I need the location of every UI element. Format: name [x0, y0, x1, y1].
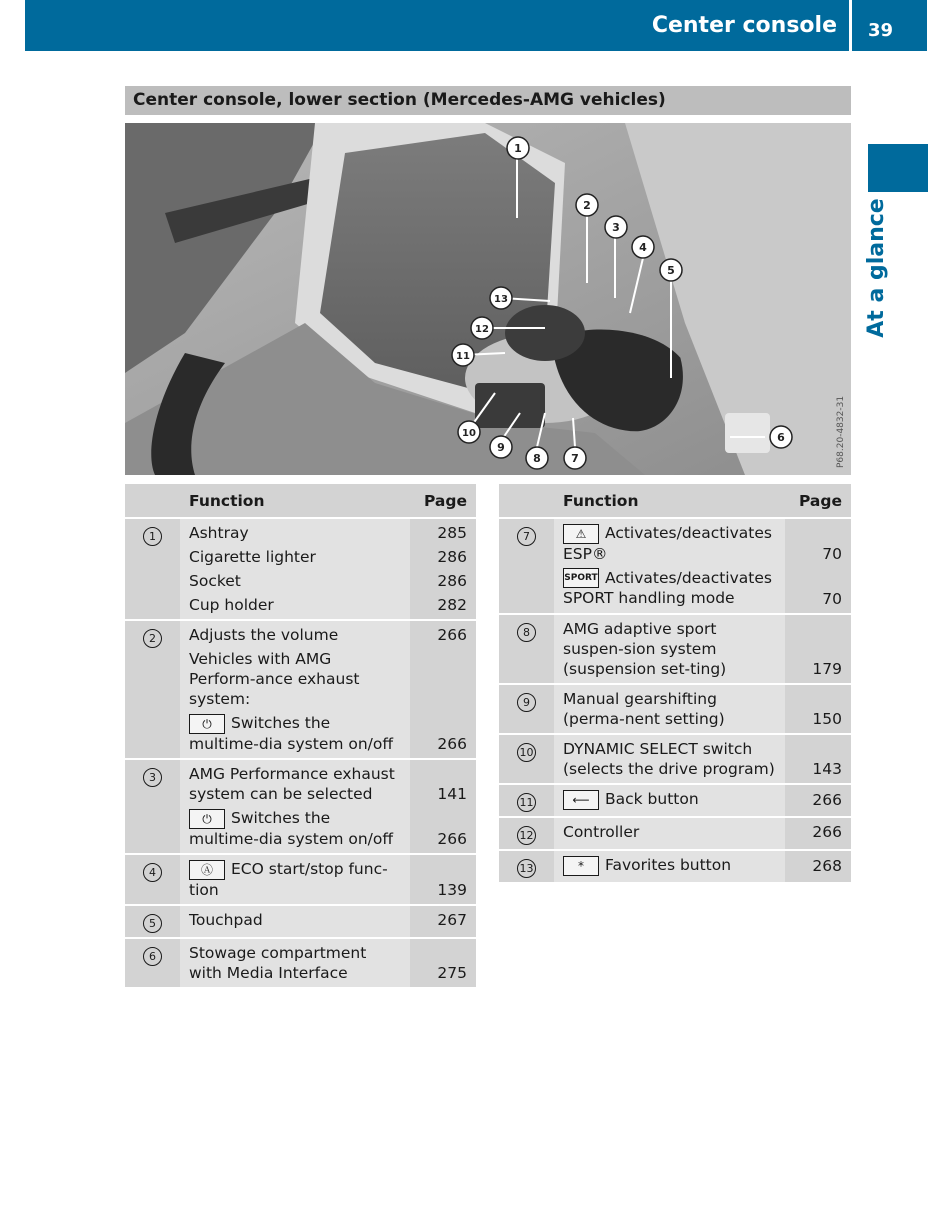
page-ref: 266 — [437, 735, 467, 753]
page-ref: 282 — [437, 596, 467, 614]
function-text: Activates/deactivates ESP® — [563, 524, 772, 563]
page-cell — [410, 759, 476, 854]
table-row — [125, 759, 476, 854]
svg-text:3: 3 — [612, 221, 620, 234]
header-title: Center console — [651, 13, 837, 38]
svg-text:9: 9 — [497, 441, 505, 454]
function-entry — [563, 855, 776, 876]
table-row — [499, 784, 851, 817]
row-number — [125, 620, 180, 759]
function-entry — [189, 649, 401, 709]
esp-off-icon: ⚠ — [563, 524, 599, 544]
photo-callout-1 — [507, 137, 529, 159]
table-row — [499, 518, 851, 614]
function-cell — [180, 854, 410, 905]
page-ref: 275 — [437, 964, 467, 982]
page-ref: 267 — [437, 911, 467, 929]
function-cell — [554, 734, 785, 784]
photo-image-code: P68.20-4832-31 — [836, 395, 846, 468]
table-row — [499, 734, 851, 784]
page-cell — [785, 850, 851, 882]
console-illustration — [125, 123, 851, 475]
function-entry — [563, 689, 776, 729]
table-row — [499, 614, 851, 684]
function-text: Stowage compartment with Media Interface — [189, 944, 367, 982]
function-entry — [563, 739, 776, 779]
photo-callout-5 — [660, 259, 682, 281]
callout-number: 4 — [143, 863, 162, 882]
svg-text:4: 4 — [639, 241, 647, 254]
table-header-row — [499, 484, 851, 518]
page-cell — [785, 684, 851, 734]
photo-callout-4 — [632, 236, 654, 258]
callout-number: 10 — [517, 743, 536, 762]
function-cell — [180, 905, 410, 938]
page-ref: 70 — [822, 545, 842, 563]
function-cell — [554, 784, 785, 817]
callout-number: 6 — [143, 947, 162, 966]
page-ref: 150 — [812, 710, 842, 728]
function-cell — [554, 614, 785, 684]
function-cell — [180, 759, 410, 854]
function-text: Manual gearshifting (perma-nent setting) — [563, 690, 725, 728]
side-label — [862, 198, 892, 338]
function-entry — [563, 523, 776, 564]
section-title: Center console, lower section (Mercedes-AMG vehicles) — [125, 86, 851, 115]
function-text: Controller — [563, 823, 640, 841]
page-cell — [785, 614, 851, 684]
photo-callout-7 — [564, 447, 586, 469]
callout-number: 1 — [143, 527, 162, 546]
page-ref: 266 — [437, 830, 467, 848]
sport-icon: SPORT — [563, 568, 599, 588]
header-function: Function — [554, 484, 785, 518]
function-entry — [189, 571, 401, 591]
function-cell — [554, 684, 785, 734]
page-cell — [410, 518, 476, 620]
row-number — [499, 734, 554, 784]
callout-number: 12 — [517, 826, 536, 845]
function-cell — [554, 817, 785, 850]
row-number — [125, 759, 180, 854]
page-ref: 266 — [812, 791, 842, 809]
function-entry — [563, 789, 776, 810]
function-table-right — [499, 484, 851, 882]
photo-callout-2 — [576, 194, 598, 216]
function-text: Cigarette lighter — [189, 548, 316, 566]
row-number — [499, 518, 554, 614]
function-text: Touchpad — [189, 911, 263, 929]
svg-text:1: 1 — [514, 142, 522, 155]
page-ref: 286 — [437, 572, 467, 590]
function-entry — [189, 910, 401, 930]
page-cell — [410, 620, 476, 759]
row-number — [125, 854, 180, 905]
header-function: Function — [180, 484, 410, 518]
photo-callout-13 — [490, 287, 512, 309]
side-label-text: At a glance — [864, 198, 889, 338]
function-entry — [189, 713, 401, 754]
photo-callout-6 — [770, 426, 792, 448]
table-header-row — [125, 484, 476, 518]
console-photo — [125, 123, 851, 475]
page-ref: 143 — [812, 760, 842, 778]
function-entry — [189, 808, 401, 849]
function-text: ECO start/stop func-tion — [189, 860, 388, 899]
svg-text:13: 13 — [494, 294, 508, 305]
page-cell — [785, 784, 851, 817]
function-text: Switches the multime-dia system on/off — [189, 714, 394, 753]
callout-number: 3 — [143, 768, 162, 787]
header-num — [125, 484, 180, 518]
power-icon: ⏻ — [189, 809, 225, 829]
page-cell — [410, 905, 476, 938]
page-ref: 139 — [437, 881, 467, 899]
svg-text:8: 8 — [533, 452, 541, 465]
page-ref: 179 — [812, 660, 842, 678]
row-number — [499, 817, 554, 850]
callout-number: 5 — [143, 914, 162, 933]
favorites-star-icon: * — [563, 856, 599, 876]
function-cell — [180, 620, 410, 759]
function-entry — [189, 625, 401, 645]
page-ref: 286 — [437, 548, 467, 566]
table-row — [499, 850, 851, 882]
page-cell — [785, 518, 851, 614]
function-cell — [180, 518, 410, 620]
page-ref: 70 — [822, 590, 842, 608]
svg-text:6: 6 — [777, 431, 785, 444]
photo-callout-11 — [452, 344, 474, 366]
callout-number: 2 — [143, 629, 162, 648]
function-text: Back button — [605, 790, 699, 808]
table-row — [125, 905, 476, 938]
function-cell — [554, 518, 785, 614]
function-text: AMG adaptive sport suspen-sion system (suspension set-ting) — [563, 620, 727, 678]
function-entry — [189, 595, 401, 615]
table-row — [499, 817, 851, 850]
page-cell — [410, 854, 476, 905]
back-icon: ⟵ — [563, 790, 599, 810]
function-entry — [189, 547, 401, 567]
header-page: Page — [785, 484, 851, 518]
function-text: Activates/deactivates SPORT handling mode — [563, 568, 772, 607]
function-text: AMG Performance exhaust system can be selected — [189, 765, 395, 803]
table-row — [125, 518, 476, 620]
svg-text:11: 11 — [456, 351, 470, 362]
page-ref: 285 — [437, 524, 467, 542]
row-number — [499, 784, 554, 817]
photo-callout-9 — [490, 436, 512, 458]
page-ref: 266 — [437, 626, 467, 644]
row-number — [499, 684, 554, 734]
function-text: Favorites button — [605, 856, 732, 874]
header-bar — [25, 0, 927, 51]
function-entry — [189, 764, 401, 804]
header-page: Page — [410, 484, 476, 518]
callout-number: 9 — [517, 693, 536, 712]
function-text: Ashtray — [189, 524, 249, 542]
function-text: DYNAMIC SELECT switch (selects the drive program) — [563, 740, 775, 778]
page-number: 39 — [868, 20, 894, 41]
svg-text:5: 5 — [667, 264, 675, 277]
function-text: Socket — [189, 572, 241, 590]
function-text: Vehicles with AMG Perform-ance exhaust system: — [189, 650, 360, 708]
function-text: Adjusts the volume — [189, 626, 339, 644]
function-entry — [189, 943, 401, 983]
function-entry — [563, 568, 776, 609]
header-divider — [849, 0, 852, 51]
function-entry — [189, 523, 401, 543]
function-cell — [180, 938, 410, 987]
page-ref — [419, 649, 467, 709]
photo-callout-3 — [605, 216, 627, 238]
svg-text:7: 7 — [571, 452, 579, 465]
callout-number: 7 — [517, 527, 536, 546]
function-entry — [189, 859, 401, 900]
side-tab-marker — [868, 144, 928, 192]
page-cell — [785, 817, 851, 850]
row-number — [125, 518, 180, 620]
row-number — [499, 850, 554, 882]
page-ref: 266 — [812, 823, 842, 841]
callout-number: 8 — [517, 623, 536, 642]
page-cell — [785, 734, 851, 784]
row-number — [125, 905, 180, 938]
table-row — [125, 938, 476, 987]
page-cell — [410, 938, 476, 987]
svg-text:2: 2 — [583, 199, 591, 212]
function-text: Switches the multime-dia system on/off — [189, 809, 394, 848]
table-row — [499, 684, 851, 734]
power-icon: ⏻ — [189, 714, 225, 734]
table-row — [125, 854, 476, 905]
row-number — [499, 614, 554, 684]
callout-number: 11 — [517, 793, 536, 812]
header-num — [499, 484, 554, 518]
page-ref: 268 — [812, 857, 842, 875]
function-table-left — [125, 484, 476, 987]
eco-start-stop-icon: Ⓐ — [189, 860, 225, 880]
page-ref: 141 — [437, 785, 467, 803]
photo-callout-8 — [526, 447, 548, 469]
function-entry — [563, 619, 776, 679]
svg-text:10: 10 — [462, 428, 476, 439]
table-row — [125, 620, 476, 759]
svg-text:12: 12 — [475, 324, 489, 335]
function-text: Cup holder — [189, 596, 274, 614]
photo-callout-10 — [458, 421, 480, 443]
row-number — [125, 938, 180, 987]
callout-number: 13 — [517, 859, 536, 878]
photo-callout-12 — [471, 317, 493, 339]
function-entry — [563, 822, 776, 842]
function-cell — [554, 850, 785, 882]
